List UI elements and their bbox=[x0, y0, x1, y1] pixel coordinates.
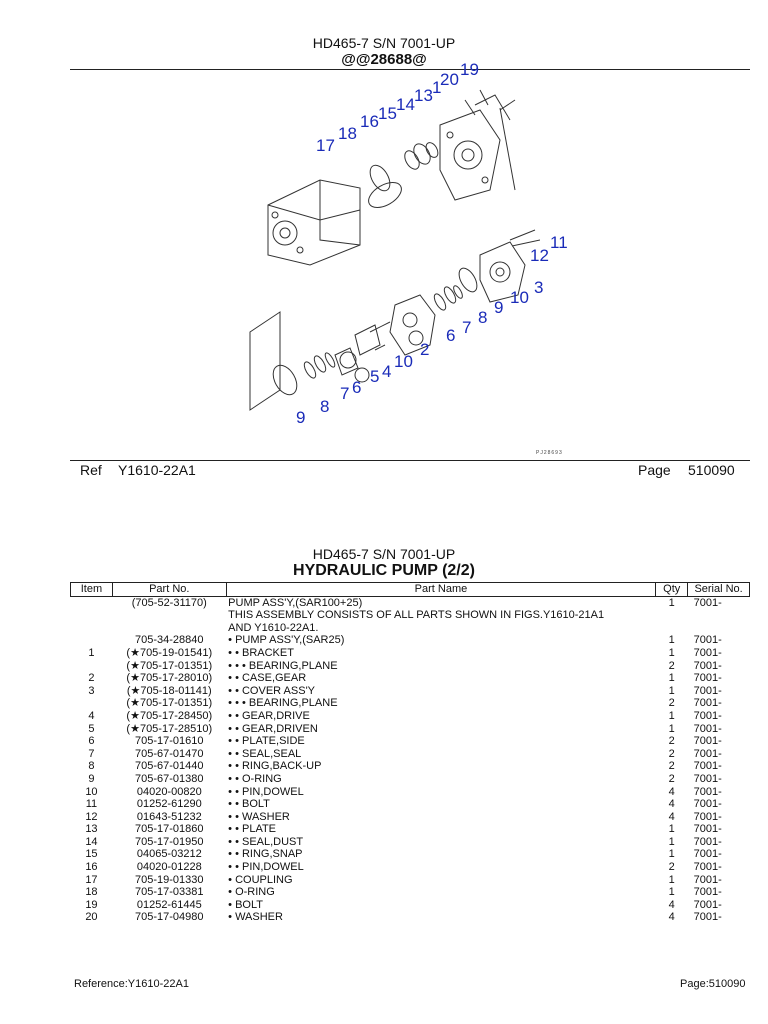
header-model: HD465-7 S/N 7001-UP bbox=[312, 35, 456, 51]
table-row bbox=[71, 786, 750, 799]
callout-15: 15 bbox=[378, 104, 397, 123]
cell-part-name: • • PLATE bbox=[228, 823, 277, 836]
callout-9b: 9 bbox=[296, 408, 306, 427]
callout-6: 6 bbox=[446, 326, 456, 345]
cell-part-name: • • RING,BACK-UP bbox=[228, 760, 322, 773]
section-title: HYDRAULIC PUMP (2/2) bbox=[293, 562, 475, 579]
table-body bbox=[71, 596, 750, 924]
cell-qty: 1 bbox=[668, 646, 675, 659]
cell-qty: 4 bbox=[668, 810, 675, 823]
cell-item: 8 bbox=[88, 760, 95, 773]
cell-part-name: • • PIN,DOWEL bbox=[228, 785, 304, 798]
cell-serial: 7001- bbox=[693, 697, 722, 710]
cell-serial: 7001- bbox=[693, 810, 722, 823]
header-item: Item bbox=[71, 583, 113, 597]
cell-item: 19 bbox=[85, 898, 98, 911]
cell-part-name: • WASHER bbox=[228, 911, 283, 924]
cell-item: 11 bbox=[85, 798, 98, 811]
cell-part-no: 04020-01228 bbox=[136, 861, 202, 874]
cell-part-name: AND Y1610-22A1. bbox=[228, 621, 319, 634]
cell-part-name: • • PLATE,SIDE bbox=[228, 735, 305, 748]
cell-part-no: 705-67-01470 bbox=[135, 747, 204, 760]
callout-7b: 7 bbox=[340, 384, 350, 403]
cell-qty: 2 bbox=[668, 697, 675, 710]
cell-serial: 7001- bbox=[693, 823, 722, 836]
callout-5: 5 bbox=[370, 367, 380, 386]
cell-item: 13 bbox=[85, 823, 98, 836]
cell-part-no: (★705-17-01351) bbox=[126, 697, 213, 710]
table-row bbox=[71, 911, 750, 924]
callout-10b: 10 bbox=[394, 352, 413, 371]
cell-part-name: • • BRACKET bbox=[228, 646, 294, 659]
table-row bbox=[71, 622, 750, 635]
footer-page: Page:510090 bbox=[680, 978, 746, 990]
section-model: HD465-7 S/N 7001-UP bbox=[312, 546, 456, 562]
callout-8: 8 bbox=[478, 308, 488, 327]
callout-9: 9 bbox=[494, 298, 504, 317]
table-header-row bbox=[71, 583, 750, 597]
cell-qty: 1 bbox=[668, 596, 675, 609]
callout-7: 7 bbox=[462, 318, 472, 337]
cell-part-no: (★705-17-28510) bbox=[126, 722, 213, 735]
callout-18: 18 bbox=[338, 124, 357, 143]
cell-part-name: • COUPLING bbox=[228, 873, 293, 886]
ref-label: Ref bbox=[80, 462, 102, 478]
cell-qty: 1 bbox=[668, 835, 675, 848]
cell-part-name: • • SEAL,DUST bbox=[228, 835, 304, 848]
cell-item: 5 bbox=[88, 722, 95, 735]
cell-part-name: • • RING,SNAP bbox=[228, 848, 303, 861]
cell-serial: 7001- bbox=[693, 911, 722, 924]
table-row bbox=[71, 848, 750, 861]
cell-qty: 1 bbox=[668, 823, 675, 836]
cell-serial: 7001- bbox=[693, 848, 722, 861]
cell-item bbox=[71, 697, 113, 710]
cell-serial: 7001- bbox=[693, 785, 722, 798]
diagram-code: PJ28693 bbox=[536, 450, 563, 456]
cell-part-name: • • GEAR,DRIVE bbox=[228, 709, 310, 722]
cell-part-no: 04020-00820 bbox=[136, 785, 202, 798]
cell-qty: 1 bbox=[668, 672, 675, 685]
cell-item: 9 bbox=[88, 772, 95, 785]
exploded-diagram bbox=[240, 60, 568, 462]
cell-part-name: PUMP ASS'Y,(SAR100+25) bbox=[228, 596, 363, 609]
callout-20: 20 bbox=[440, 70, 459, 89]
cell-part-no: 01252-61445 bbox=[136, 898, 202, 911]
table-row bbox=[71, 609, 750, 622]
cell-qty: 4 bbox=[668, 898, 675, 911]
table-row bbox=[71, 596, 750, 609]
cell-item: 18 bbox=[85, 886, 98, 899]
cell-item: 6 bbox=[88, 735, 95, 748]
cell-part-name: • • BOLT bbox=[228, 798, 270, 811]
cell-serial: 7001- bbox=[693, 886, 722, 899]
table-row bbox=[71, 697, 750, 710]
cell-qty: 1 bbox=[668, 684, 675, 697]
parts-table bbox=[70, 582, 750, 924]
header-part-name: Part Name bbox=[226, 583, 656, 597]
cell-serial: 7001- bbox=[693, 772, 722, 785]
cell-qty: 1 bbox=[668, 709, 675, 722]
cell-part-no: 01643-51232 bbox=[136, 810, 202, 823]
cell-part-no bbox=[112, 622, 226, 635]
cell-qty: 2 bbox=[668, 659, 675, 672]
cell-item: 16 bbox=[85, 861, 98, 874]
callout-19: 19 bbox=[460, 60, 479, 79]
callout-13: 13 bbox=[414, 86, 433, 105]
callout-14: 14 bbox=[396, 95, 415, 114]
cell-part-no: 705-19-01330 bbox=[135, 873, 204, 886]
table-row bbox=[71, 836, 750, 849]
cell-part-no: 705-17-03381 bbox=[135, 886, 204, 899]
cell-part-name: • • • BEARING,PLANE bbox=[228, 697, 338, 710]
table-row bbox=[71, 823, 750, 836]
cell-qty: 2 bbox=[668, 735, 675, 748]
callout-8b: 8 bbox=[320, 397, 330, 416]
cell-qty: 4 bbox=[668, 785, 675, 798]
table-row bbox=[71, 685, 750, 698]
table-row bbox=[71, 735, 750, 748]
cell-item bbox=[71, 634, 113, 647]
cell-item: 12 bbox=[85, 810, 98, 823]
cell-qty: 4 bbox=[668, 798, 675, 811]
cell-part-name: • • WASHER bbox=[228, 810, 290, 823]
cell-item bbox=[71, 596, 113, 609]
header-qty: Qty bbox=[656, 583, 688, 597]
table-row bbox=[71, 660, 750, 673]
cell-part-name: • • SEAL,SEAL bbox=[228, 747, 302, 760]
cell-serial: 7001- bbox=[693, 760, 722, 773]
cell-serial: 7001- bbox=[693, 735, 722, 748]
cell-item bbox=[71, 609, 113, 622]
header-serial: Serial No. bbox=[688, 583, 750, 597]
callout-17: 17 bbox=[316, 136, 335, 155]
cell-serial: 7001- bbox=[693, 835, 722, 848]
cell-qty bbox=[656, 609, 688, 622]
footer-reference: Reference:Y1610-22A1 bbox=[74, 978, 189, 990]
cell-qty: 1 bbox=[668, 634, 675, 647]
cell-part-no: (705-52-31170) bbox=[131, 596, 207, 609]
callout-11: 11 bbox=[550, 233, 568, 252]
callout-4: 4 bbox=[382, 362, 392, 381]
diagram-drawing bbox=[240, 70, 540, 462]
cell-item: 3 bbox=[88, 684, 95, 697]
cell-item: 1 bbox=[88, 646, 95, 659]
callout-6b: 6 bbox=[352, 378, 362, 397]
cell-part-no: 705-17-04980 bbox=[135, 911, 204, 924]
cell-serial: 7001- bbox=[693, 659, 722, 672]
cell-part-name: • • O-RING bbox=[228, 772, 282, 785]
cell-qty: 2 bbox=[668, 772, 675, 785]
callout-10: 10 bbox=[510, 288, 529, 307]
table-row bbox=[71, 899, 750, 912]
cell-serial: 7001- bbox=[693, 861, 722, 874]
table-row bbox=[71, 672, 750, 685]
callout-16: 16 bbox=[360, 112, 379, 131]
cell-part-no: 705-17-01610 bbox=[135, 735, 204, 748]
cell-serial: 7001- bbox=[693, 672, 722, 685]
cell-serial: 7001- bbox=[693, 634, 722, 647]
cell-item bbox=[71, 660, 113, 673]
cell-serial: 7001- bbox=[693, 722, 722, 735]
page-value: 510090 bbox=[688, 462, 735, 478]
cell-qty: 2 bbox=[668, 760, 675, 773]
cell-item: 10 bbox=[85, 785, 98, 798]
cell-item: 7 bbox=[88, 747, 95, 760]
cell-qty: 2 bbox=[668, 861, 675, 874]
table-row bbox=[71, 634, 750, 647]
cell-serial: 7001- bbox=[693, 873, 722, 886]
table-row bbox=[71, 874, 750, 887]
cell-part-name: • • • BEARING,PLANE bbox=[228, 659, 338, 672]
cell-qty: 1 bbox=[668, 722, 675, 735]
cell-part-name: • • CASE,GEAR bbox=[228, 672, 307, 685]
cell-part-no: (★705-17-28450) bbox=[126, 709, 213, 722]
cell-part-no: 705-34-28840 bbox=[135, 634, 204, 647]
cell-qty: 2 bbox=[668, 747, 675, 760]
cell-part-name: • • COVER ASS'Y bbox=[228, 684, 316, 697]
cell-serial: 7001- bbox=[693, 747, 722, 760]
cell-serial: 7001- bbox=[693, 646, 722, 659]
cell-serial bbox=[688, 609, 750, 622]
header-part-no: Part No. bbox=[112, 583, 226, 597]
page-label: Page bbox=[638, 462, 671, 478]
cell-serial: 7001- bbox=[693, 798, 722, 811]
cell-serial: 7001- bbox=[693, 596, 722, 609]
cell-part-name: THIS ASSEMBLY CONSISTS OF ALL PARTS SHOWN IN FIGS.Y1610-21A1 bbox=[228, 609, 605, 622]
cell-item: 15 bbox=[85, 848, 98, 861]
cell-qty: 1 bbox=[668, 886, 675, 899]
cell-qty: 1 bbox=[668, 848, 675, 861]
cell-part-no: 705-67-01380 bbox=[135, 772, 204, 785]
table-row bbox=[71, 861, 750, 874]
cell-part-name: • • PIN,DOWEL bbox=[228, 861, 304, 874]
table-row bbox=[71, 647, 750, 660]
cell-part-no: (★705-17-28010) bbox=[126, 672, 213, 685]
cell-part-no: 04065-03212 bbox=[136, 848, 202, 861]
cell-part-no: 705-17-01860 bbox=[135, 823, 204, 836]
table-row bbox=[71, 710, 750, 723]
cell-item: 4 bbox=[88, 709, 95, 722]
cell-qty: 4 bbox=[668, 911, 675, 924]
table-row bbox=[71, 760, 750, 773]
cell-item: 14 bbox=[85, 835, 98, 848]
ref-value: Y1610-22A1 bbox=[118, 462, 196, 478]
cell-part-no bbox=[112, 609, 226, 622]
cell-part-no: 705-17-01950 bbox=[135, 835, 204, 848]
table-row bbox=[71, 723, 750, 736]
callout-1: 1 bbox=[432, 78, 442, 97]
cell-part-name: • O-RING bbox=[228, 886, 275, 899]
cell-serial: 7001- bbox=[693, 684, 722, 697]
cell-item: 17 bbox=[85, 873, 98, 886]
cell-part-no: (★705-17-01351) bbox=[126, 659, 213, 672]
cell-serial: 7001- bbox=[693, 709, 722, 722]
table-row bbox=[71, 773, 750, 786]
cell-part-no: (★705-18-01141) bbox=[126, 684, 212, 697]
cell-part-no: (★705-19-01541) bbox=[126, 646, 213, 659]
cell-part-no: 705-67-01440 bbox=[135, 760, 204, 773]
cell-qty bbox=[656, 622, 688, 635]
ref-rule bbox=[70, 460, 750, 461]
cell-serial bbox=[688, 622, 750, 635]
cell-part-no: 01252-61290 bbox=[136, 798, 202, 811]
cell-part-name: • PUMP ASS'Y,(SAR25) bbox=[228, 634, 345, 647]
cell-serial: 7001- bbox=[693, 898, 722, 911]
callout-12: 12 bbox=[530, 246, 549, 265]
cell-item: 20 bbox=[85, 911, 98, 924]
table-row bbox=[71, 748, 750, 761]
table-row bbox=[71, 886, 750, 899]
cell-qty: 1 bbox=[668, 873, 675, 886]
cell-item: 2 bbox=[88, 672, 95, 685]
cell-item bbox=[71, 622, 113, 635]
table-row bbox=[71, 798, 750, 811]
cell-part-name: • BOLT bbox=[228, 898, 263, 911]
callout-2: 2 bbox=[420, 340, 430, 359]
cell-part-name: • • GEAR,DRIVEN bbox=[228, 722, 318, 735]
callout-3: 3 bbox=[534, 278, 544, 297]
table-row bbox=[71, 811, 750, 824]
header-code: @@28688@ bbox=[341, 51, 427, 68]
